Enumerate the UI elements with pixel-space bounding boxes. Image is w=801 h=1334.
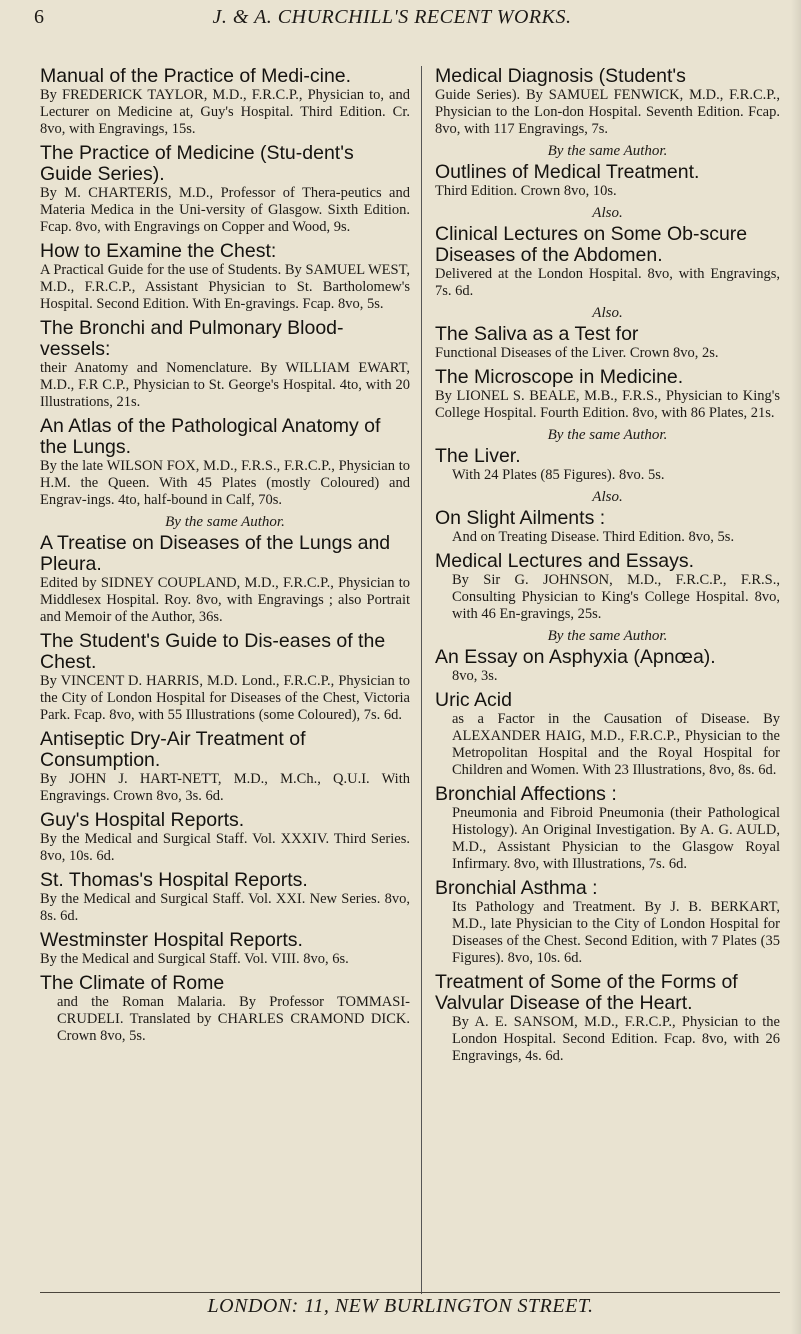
page-number: 6 bbox=[34, 6, 45, 28]
book-title: Medical Diagnosis (Student's bbox=[435, 65, 686, 87]
book-description: By LIONEL S. BEALE, M.B., F.R.S., Physician to King's College Hospital. Fourth Edition. 8vo, with 86 Plates, 21s. bbox=[435, 388, 780, 421]
book-entry bbox=[435, 66, 780, 138]
book-entry bbox=[40, 143, 410, 236]
left-column bbox=[40, 66, 410, 1050]
book-description: Its Pathology and Treatment. By J. B. BERKART, M.D., late Physician to the City of London Hospital for Diseases of the Chest. Second Edition, with 7 Plates (35 Figures). 8vo, 10s. 6d. bbox=[452, 899, 780, 966]
book-description: By the Medical and Surgical Staff. Vol. XXXIV. Third Series. 8vo, 10s. 6d. bbox=[40, 831, 410, 864]
book-entry bbox=[40, 533, 410, 626]
book-title: The Saliva as a Test for bbox=[435, 323, 639, 345]
book-entry bbox=[435, 508, 780, 546]
book-description: Guide Series). By SAMUEL FENWICK, M.D., F.R.C.P., Physician to the Lon-don Hospital. Seventh Edition. Fcap. 8vo, with 117 Engravings, 7s. bbox=[435, 87, 780, 137]
book-title: A Treatise on Diseases of the Lungs and Pleura. bbox=[40, 532, 391, 575]
same-author-note: By the same Author. bbox=[547, 427, 668, 443]
book-description: 8vo, 3s. bbox=[452, 668, 498, 684]
book-entry bbox=[435, 446, 780, 484]
running-title: J. & A. CHURCHILL'S RECENT WORKS. bbox=[212, 6, 572, 28]
book-title: Outlines of Medical Treatment. bbox=[435, 161, 700, 183]
book-description: By VINCENT D. HARRIS, M.D. Lond., F.R.C.P., Physician to the City of London Hospital for Diseases of the Chest, Victoria Park. Fcap. 8vo, with 55 Illustrations (some Coloured), 7s. 6d. bbox=[40, 673, 410, 723]
book-description: By JOHN J. HART-NETT, M.D., M.Ch., Q.U.I. With Engravings. Crown 8vo, 3s. 6d. bbox=[40, 771, 410, 804]
same-author-note: Also. bbox=[592, 305, 623, 321]
book-title: Antiseptic Dry-Air Treatment of Consumption. bbox=[40, 728, 306, 771]
book-title: Uric Acid bbox=[435, 689, 512, 711]
book-title: The Practice of Medicine (Stu-dent's Guide Series). bbox=[40, 142, 354, 185]
book-description: By the Medical and Surgical Staff. Vol. XXI. New Series. 8vo, 8s. 6d. bbox=[40, 891, 410, 924]
book-entry bbox=[435, 224, 780, 300]
book-title: Westminster Hospital Reports. bbox=[40, 929, 303, 951]
same-author-note: By the same Author. bbox=[547, 143, 668, 159]
book-entry bbox=[435, 551, 780, 623]
book-entry bbox=[435, 690, 780, 779]
book-title: St. Thomas's Hospital Reports. bbox=[40, 869, 308, 891]
book-description: Functional Diseases of the Liver. Crown 8vo, 2s. bbox=[435, 345, 719, 361]
book-title: On Slight Ailments : bbox=[435, 507, 606, 529]
book-title: Manual of the Practice of Medi-cine. bbox=[40, 65, 352, 87]
book-description: By the late WILSON FOX, M.D., F.R.S., F.R.C.P., Physician to H.M. the Queen. With 45 Plates (mostly Coloured) and Engrav-ings. 4to, half-bound in Calf, 70s. bbox=[40, 458, 410, 508]
book-entry bbox=[40, 66, 410, 138]
book-entry bbox=[40, 810, 410, 865]
right-column bbox=[435, 66, 780, 1070]
same-author-note: Also. bbox=[592, 489, 623, 505]
book-entry bbox=[435, 784, 780, 873]
book-title: Treatment of Some of the Forms of Valvular Disease of the Heart. bbox=[435, 971, 738, 1014]
book-entry bbox=[40, 416, 410, 509]
book-entry bbox=[40, 870, 410, 925]
book-entry bbox=[435, 162, 780, 200]
footer-rule bbox=[40, 1292, 780, 1293]
book-entry bbox=[40, 930, 410, 968]
book-description: And on Treating Disease. Third Edition. 8vo, 5s. bbox=[452, 529, 735, 545]
book-description: Edited by SIDNEY COUPLAND, M.D., F.R.C.P., Physician to Middlesex Hospital. Roy. 8vo, with Engravings ; also Portrait and Memoir of the Author, 36s. bbox=[40, 575, 410, 625]
book-description: By Sir G. JOHNSON, M.D., F.R.C.P., F.R.S., Consulting Physician to King's College Hospital. 8vo, with 46 En-gravings, 25s. bbox=[452, 572, 780, 622]
book-title: Medical Lectures and Essays. bbox=[435, 550, 695, 572]
book-entry bbox=[435, 972, 780, 1065]
book-description: By A. E. SANSOM, M.D., F.R.C.P., Physician to the London Hospital. Second Edition. Fcap. 8vo, with 26 Engravings, 4s. 6d. bbox=[452, 1014, 780, 1064]
same-author-note: By the same Author. bbox=[547, 628, 668, 644]
book-entry bbox=[435, 367, 780, 422]
book-title: Guy's Hospital Reports. bbox=[40, 809, 245, 831]
book-description: By FREDERICK TAYLOR, M.D., F.R.C.P., Physician to, and Lecturer on Medicine at, Guy's Hospital. Third Edition. Cr. 8vo, with Engravings, 15s. bbox=[40, 87, 410, 137]
same-author-note: By the same Author. bbox=[165, 514, 285, 530]
page-edge-shadow bbox=[791, 0, 801, 1334]
book-description: A Practical Guide for the use of Students. By SAMUEL WEST, M.D., F.R.C.P., Assistant Physician to St. Bartholomew's Hospital. Second Edition. With En-gravings. Fcap. 8vo, 5s. bbox=[40, 262, 410, 312]
book-title: The Liver. bbox=[435, 445, 521, 467]
book-entry bbox=[40, 318, 410, 411]
book-title: The Bronchi and Pulmonary Blood-vessels: bbox=[40, 317, 344, 360]
book-title: An Atlas of the Pathological Anatomy of the Lungs. bbox=[40, 415, 381, 458]
book-title: Bronchial Affections : bbox=[435, 783, 617, 805]
page-footer: LONDON: 11, NEW BURLINGTON STREET. bbox=[207, 1295, 594, 1317]
book-title: The Climate of Rome bbox=[40, 972, 225, 994]
book-description: and the Roman Malaria. By Professor TOMMASI-CRUDELI. Translated by CHARLES CRAMOND DICK. Crown 8vo, 5s. bbox=[57, 994, 410, 1044]
book-description: With 24 Plates (85 Figures). 8vo. 5s. bbox=[452, 467, 665, 483]
same-author-note: Also. bbox=[592, 205, 623, 221]
book-title: The Microscope in Medicine. bbox=[435, 366, 684, 388]
book-entry bbox=[435, 647, 780, 685]
column-divider bbox=[421, 66, 422, 1294]
book-title: How to Examine the Chest: bbox=[40, 240, 277, 262]
book-entry bbox=[435, 324, 780, 362]
book-entry bbox=[40, 973, 410, 1045]
book-title: Bronchial Asthma : bbox=[435, 877, 598, 899]
book-entry bbox=[40, 729, 410, 805]
book-description: Delivered at the London Hospital. 8vo, with Engravings, 7s. 6d. bbox=[435, 266, 780, 299]
book-description: By the Medical and Surgical Staff. Vol. VIII. 8vo, 6s. bbox=[40, 951, 349, 967]
book-description: Third Edition. Crown 8vo, 10s. bbox=[435, 183, 617, 199]
book-title: Clinical Lectures on Some Ob-scure Diseases of the Abdomen. bbox=[435, 223, 748, 266]
book-entry bbox=[40, 631, 410, 724]
book-title: An Essay on Asphyxia (Apnœa). bbox=[435, 646, 716, 668]
book-description: their Anatomy and Nomenclature. By WILLIAM EWART, M.D., F.R C.P., Physician to St. George's Hospital. 4to, with 20 Illustrations, 21s. bbox=[40, 360, 410, 410]
book-entry bbox=[435, 878, 780, 967]
book-description: as a Factor in the Causation of Disease. By ALEXANDER HAIG, M.D., F.R.C.P., Physician to the Metropolitan Hospital and the Royal Hospital for Children and Women. With 23 Illustrations, 8vo, 8s. 6d. bbox=[452, 711, 780, 778]
book-title: The Student's Guide to Dis-eases of the Chest. bbox=[40, 630, 386, 673]
book-entry bbox=[40, 241, 410, 313]
book-description: By M. CHARTERIS, M.D., Professor of Thera-peutics and Materia Medica in the Uni-versity of Glasgow. Sixth Edition. Fcap. 8vo, with Engravings on Copper and Wood, 9s. bbox=[40, 185, 410, 235]
book-description: Pneumonia and Fibroid Pneumonia (their Pathological Histology). An Original Investigation. By A. G. AULD, M.D., Assistant Physician to the Glasgow Royal Infirmary. 8vo, with Illustrations, 7s. 6d. bbox=[452, 805, 780, 872]
